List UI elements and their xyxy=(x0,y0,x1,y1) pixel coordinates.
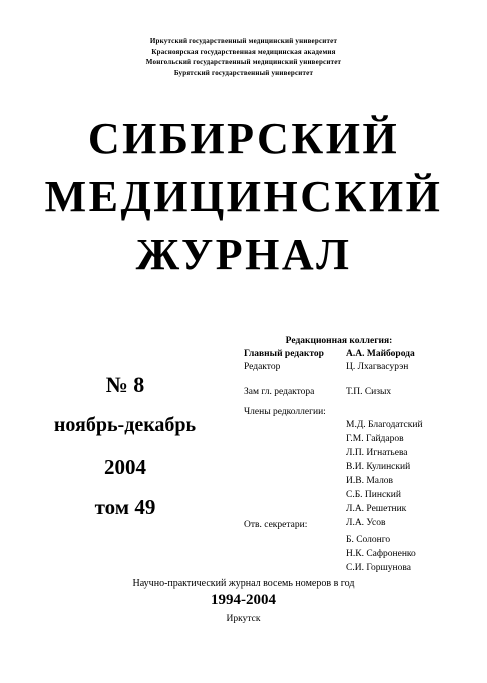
publication-years: 1994-2004 xyxy=(211,592,276,608)
editorial-board-heading: Редакционная коллегия: xyxy=(285,336,393,346)
secretary-name: Н.К. Сафроненко xyxy=(346,549,416,559)
title-line: СИБИРСКИЙ xyxy=(87,114,400,163)
chief-editor-name: А.А. Майборода xyxy=(346,349,415,359)
chief-editor-label: Главный редактор xyxy=(244,349,324,359)
issue-number: № 8 xyxy=(105,372,145,397)
publication-city: Иркутск xyxy=(226,614,261,624)
deputy-editor-label: Зам гл. редактора xyxy=(244,387,315,397)
board-member: М.Д. Благодатский xyxy=(346,420,423,430)
board-member: И.В. Малов xyxy=(346,476,394,486)
board-member: В.И. Кулинский xyxy=(346,462,411,472)
title-line: ЖУРНАЛ xyxy=(135,230,352,279)
secretary-name: С.И. Горшунова xyxy=(346,563,411,573)
board-member: Л.А. Решетник xyxy=(346,504,407,514)
institution-line: Монгольский государственный медицинский университет xyxy=(145,58,342,66)
issue-period: ноябрь-декабрь xyxy=(53,414,197,436)
editor-name: Ц. Лхагвасурэн xyxy=(346,362,409,372)
issue-volume: том 49 xyxy=(94,495,156,519)
institutions-block xyxy=(0,36,487,78)
journal-description: Научно-практический журнал восемь номеров в год xyxy=(132,578,355,589)
deputy-editor-name: Т.П. Сизых xyxy=(346,387,392,397)
board-member: С.Б. Пинский xyxy=(346,490,401,500)
journal-title xyxy=(0,110,487,284)
institution-line: Иркутский государственный медицинский университет xyxy=(149,37,338,45)
institution-line: Красноярская государственная медицинская академия xyxy=(151,47,336,56)
board-member: Г.М. Гайдаров xyxy=(346,434,404,444)
secretaries-label: Отв. секретари: xyxy=(244,520,308,530)
issue-year: 2004 xyxy=(104,455,146,479)
board-member: Л.П. Игнатьева xyxy=(346,448,408,458)
secretary-name: Б. Солонго xyxy=(346,535,391,545)
board-member: Л.А. Усов xyxy=(346,518,386,528)
title-line: МЕДИЦИНСКИЙ xyxy=(44,172,443,221)
institution-line: Бурятский государственный университет xyxy=(173,68,314,77)
board-members-label: Члены редколлегии: xyxy=(244,407,326,417)
editor-label: Редактор xyxy=(244,362,281,372)
